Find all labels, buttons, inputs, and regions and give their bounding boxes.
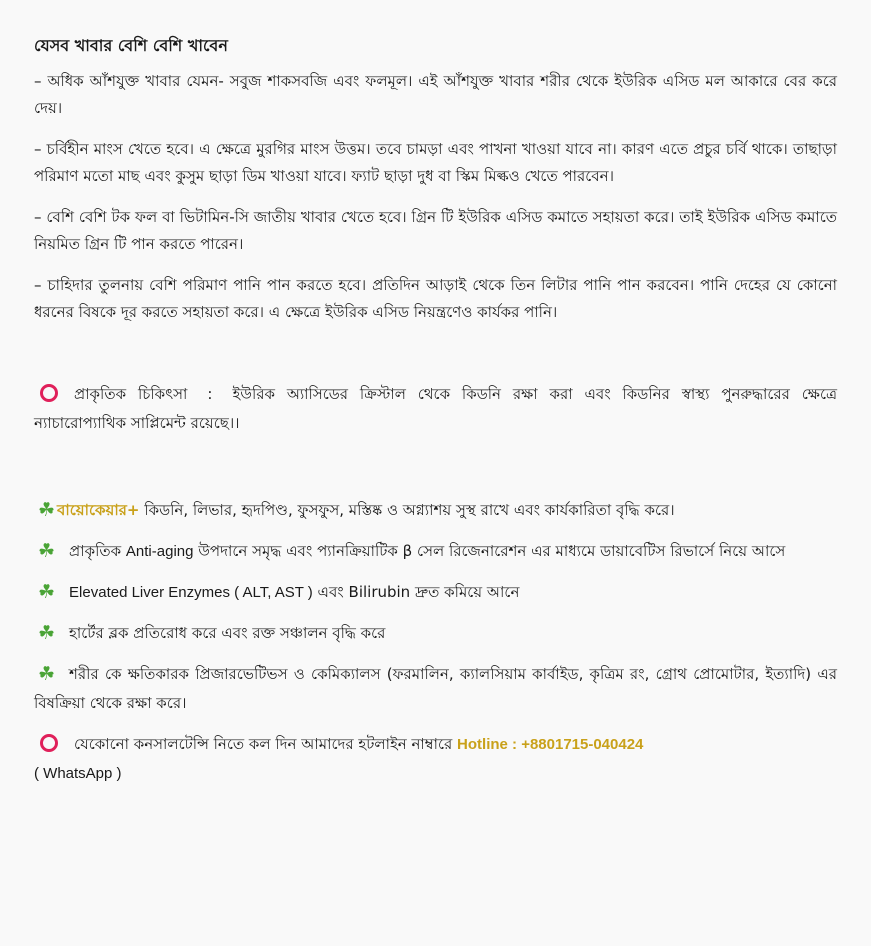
shamrock-icon: ☘ — [38, 581, 56, 603]
spacer — [34, 340, 837, 380]
shamrock-icon: ☘ — [38, 622, 56, 644]
biocare-item — [34, 496, 837, 525]
benefit-text-tail: এবং Bilirubin দ্রুত কমিয়ে আনে — [317, 583, 520, 601]
benefit-text-tail: উপদানে সমৃদ্ধ এবং প্যানক্রিয়াটিক β সেল রিজেনারেশন এর মাধ্যমে ডায়াবেটিস রিভার্সে নিয়ে আসে — [198, 542, 786, 560]
benefit-latin: Anti-aging — [125, 543, 194, 560]
consult-text: যেকোনো কনসালটেন্সি নিতে কল দিন আমাদের হটলাইন নাম্বারে — [74, 735, 453, 753]
benefit-text: প্রাকৃতিক — [69, 542, 122, 560]
benefit-item — [34, 537, 837, 566]
natural-treatment-item — [34, 380, 837, 438]
natural-treatment-text: ইউরিক অ্যাসিডের ক্রিস্টাল থেকে কিডনি রক্ষা করা এবং কিডনির স্বাস্থ্য পুনরুদ্ধারের ক্ষেত্রে ন্যাচারোপ্যাথিক সাপ্লিমেন্ট রয়েছে।। — [34, 385, 837, 432]
benefit-text: শরীর কে ক্ষতিকারক প্রিজারভেটিভস ও কেমিক্যালস (ফরমালিন, ক্যালসিয়াম কার্বাইড, কৃত্রিম রং, গ্রোথ প্রোমোটার, ইত্যাদি) এর বিষক্রিয়া থেকে রক্ষা করে। — [34, 665, 837, 712]
benefit-text: হার্টের ব্লক প্রতিরোধ করে এবং রক্ত সঞ্চালন বৃদ্ধি করে — [69, 624, 386, 642]
benefit-item — [34, 660, 837, 718]
whatsapp-label: ( WhatsApp ) — [34, 765, 122, 782]
paragraph-fiber: – অধিক আঁশযুক্ত খাবার যেমন- সবুজ শাকসবজি এবং ফলমূল। এই আঁশযুক্ত খাবার শরীর থেকে ইউরিক এসিড মল আকারে বের করে দেয়। — [34, 72, 837, 117]
paragraph-water: – চাহিদার তুলনায় বেশি পরিমাণ পানি পান করতে হবে। প্রতিদিন আড়াই থেকে তিন লিটার পানি পান করবেন। পানি দেহের যে কোনো ধরনের বিষকে দূর করতে সহায়তা করে। এ ক্ষেত্রে ইউরিক এসিড নিয়ন্ত্রণেও কার্যকর পানি। — [34, 276, 837, 321]
shamrock-icon: ☘ — [38, 663, 56, 685]
paragraph-lean-meat: – চর্বিহীন মাংস খেতে হবে। এ ক্ষেত্রে মুরগির মাংস উত্তম। তবে চামড়া এবং পাখনা খাওয়া যাবে না। কারণ এতে প্রচুর চর্বি থাকে। তাছাড়া পরিমাণ মতো মাছ এবং কুসুম ছাড়া ডিম খাওয়া যাবে। ফ্যাট ছাড়া দুধ বা স্কিম মিল্কও খেতে পারবেন। — [34, 140, 837, 185]
benefit-item — [34, 619, 837, 648]
spacer — [34, 450, 837, 496]
paragraph-vitamin-c: – বেশি বেশি টক ফল বা ভিটামিন-সি জাতীয় খাবার খেতে হবে। গ্রিন টি ইউরিক এসিড কমাতে সহায়তা করে। তাই ইউরিক এসিড কমাতে নিয়মিত গ্রিন টি পান করতে পারেন। — [34, 208, 837, 253]
section-heading: যেসব খাবার বেশি বেশি খাবেন — [34, 36, 228, 55]
shamrock-icon: ☘ — [38, 499, 56, 521]
natural-treatment-separator: : — [207, 385, 213, 403]
benefit-latin: Elevated Liver Enzymes ( ALT, AST ) — [69, 584, 313, 601]
natural-treatment-label: প্রাকৃতিক চিকিৎসা — [74, 385, 188, 403]
consult-item — [34, 730, 837, 788]
hotline-number[interactable]: Hotline : +8801715-040424 — [457, 736, 644, 753]
biocare-text: কিডনি, লিভার, হৃদপিণ্ড, ফুসফুস, মস্তিষ্ক ও অগ্ন্যাশয় সুস্থ রাখে এবং কার্যকারিতা বৃদ্ধি করে। — [144, 501, 675, 519]
shamrock-icon: ☘ — [38, 540, 56, 562]
circle-ring-icon — [40, 734, 58, 752]
circle-ring-icon — [40, 384, 58, 402]
biocare-brand: বায়োকেয়ার+ — [57, 501, 140, 519]
benefit-item — [34, 578, 837, 607]
